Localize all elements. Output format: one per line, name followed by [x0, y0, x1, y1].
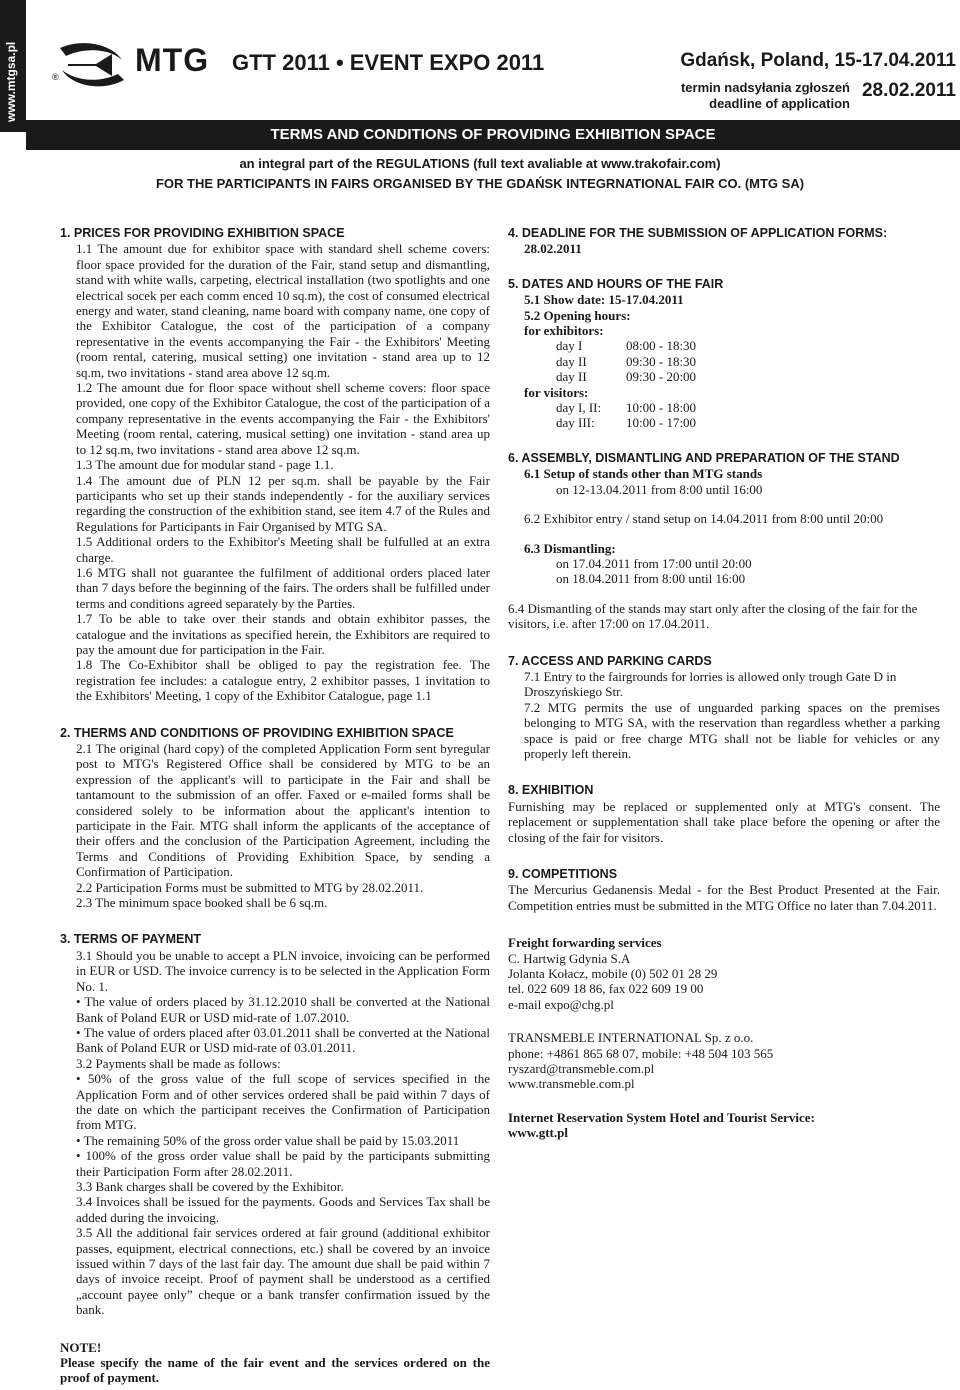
clause-7-2: 7.2 MTG permits the use of unguarded parking spaces on the premises belonging to MTG SA, with the reservation than regardless whether a parking space is paid or free charge MTG shall not be liable for vehicles or any properly left therein. — [524, 699, 940, 761]
section-5-title: 5. DATES AND HOURS OF THE FAIR — [508, 276, 724, 291]
exh-time: 09:30 - 18:30 — [626, 353, 697, 369]
clause-3-1-bullet-b: • The value of orders placed after 03.01.2011 shall be converted at the National Bank of Poland EUR or USD mid-rate of 03.01.2011. — [76, 1024, 490, 1056]
clause-1-1: 1.1 The amount due for exhibitor space with standard shell scheme covers: floor space provided for the duration of the Fair, stand setup and dismantling, stand with white walls, carpeting, electrical installation (two spotlights and one electrical socek per each comm enced 10 sq.m), the cost of consumed electrical energy and water, stand cleaning, name board with company name, one copy of the Exhibitor Catalogue, the cost of the participation of a company representative in the events accompanying the Fair - the Exhibitors' Meeting (room rental, catering, musical setting) one invitation - stand area up to 12 sq.m, two invitations - stand area above 12 sq.m. — [76, 241, 491, 380]
show-date: 5.1 Show date: 15-17.04.2011 — [524, 292, 684, 308]
clause-1-3: 1.3 The amount due for modular stand - page 1.1. — [76, 457, 334, 473]
clause-3-4: 3.4 Invoices shall be issued for the payments. Goods and Services Tax shall be added during the invoicing. — [76, 1194, 490, 1225]
clause-6-3-date-a: on 17.04.2011 from 17:00 until 20:00 — [556, 555, 752, 571]
exh-time: 08:00 - 18:30 — [626, 338, 697, 354]
event-location: Gdańsk, Poland, 15-17.04.2011 — [680, 50, 956, 71]
exhibitors-hours-label: for exhibitors: — [524, 323, 604, 339]
clause-6-2: 6.2 Exhibitor entry / stand setup on 14.04.2011 from 8:00 until 20:00 — [524, 511, 884, 527]
clause-7-1: 7.1 Entry to the fairgrounds for lorries is allowed only trough Gate D in Droszyńskiego Str. — [524, 668, 897, 700]
freight-title: Freight forwarding services — [508, 935, 662, 951]
hotel-title: Internet Reservation System Hotel and Tourist Service: — [508, 1109, 815, 1125]
vis-time: 10:00 - 17:00 — [626, 415, 697, 431]
clause-2-3: 2.3 The minimum space booked shall be 6 sq.m. — [76, 895, 328, 911]
section-9-title: 9. COMPETITIONS — [508, 867, 618, 881]
clause-6-3-date-b: on 18.04.2011 from 8:00 until 16:00 — [556, 571, 746, 587]
clause-1-5: 1.5 Additional orders to the Exhibitor's Meeting shall be fulfulled at an extra charge. — [76, 534, 490, 565]
freight-phone: tel. 022 609 18 86, fax 022 609 19 00 — [508, 981, 704, 997]
clause-3-2: 3.2 Payments shall be made as follows: — [76, 1055, 281, 1071]
clause-1-7: 1.7 To be able to take over their stands and obtain exhibitor passes, the catalogue and the invitations as specified herein, the Exhibitors are required to pay the amount due for participation in the Fair. — [76, 611, 490, 657]
deadline-submission-date: 28.02.2011 — [524, 241, 582, 257]
section-6-title: 6. ASSEMBLY, DISMANTLING AND PREPARATION OF THE STAND — [508, 450, 900, 465]
section-7-title: 7. ACCESS AND PARKING CARDS — [508, 653, 712, 668]
vis-day: day I, II: — [556, 400, 602, 416]
page-title: GTT 2011 • EVENT EXPO 2011 — [232, 50, 545, 75]
clause-3-1-bullet-a: • The value of orders placed by 31.12.2010 shall be converted at the National Bank of Poland EUR or USD mid-rate of 1.07.2010. — [76, 994, 490, 1025]
clause-3-2-bullet-b: • The remaining 50% of the gross order value shall be paid by 15.03.2011 — [76, 1132, 460, 1148]
clause-6-1: 6.1 Setup of stands other than MTG stands — [524, 466, 763, 482]
clause-1-6: 1.6 MTG shall not guarantee the fulfilment of additional orders placed later than 7 days before the beginning of the fairs. The orders shall be fulfilled under terms and conditions agreed separately by the Parties. — [76, 564, 490, 611]
left-column — [60, 226, 490, 1318]
clause-1-8: 1.8 The Co-Exhibitor shall be obliged to pay the registration fee. The registration fee includes: a catalogue entry, 2 exhibitor passes, 1 invitation to the Exhibitors' Meeting, 1 copy of the Exhibitor Catalogue, page 1.1 — [76, 657, 490, 704]
vis-time: 10:00 - 18:00 — [626, 400, 697, 416]
opening-hours-label: 5.2 Opening hours: — [524, 307, 631, 323]
note-text: Please specify the name of the fair event and the services ordered on the proof of payment. — [60, 1355, 490, 1385]
vis-day: day III: — [556, 415, 595, 431]
section-8-title: 8. EXHIBITION — [508, 783, 594, 798]
transmeble-email[interactable]: ryszard@transmeble.com.pl — [508, 1061, 655, 1077]
note-label: NOTE! — [60, 1340, 102, 1355]
transmeble-company: TRANSMEBLE INTERNATIONAL Sp. z o.o. — [508, 1030, 754, 1046]
exh-day: day II — [556, 353, 587, 369]
note-box — [60, 1340, 490, 1385]
exhibitors-hours-table — [508, 338, 940, 384]
subtitle-participants: FOR THE PARTICIPANTS IN FAIRS ORGANISED BY THE GDAŃSK INTEGRNATIONAL FAIR CO. (MTG SA) — [155, 176, 805, 191]
deadline-label-en: deadline of application — [709, 96, 850, 111]
sidebar-url[interactable]: www.mtgsa.pl — [4, 41, 18, 122]
freight-email[interactable]: e-mail expo@chg.pl — [508, 996, 614, 1012]
right-column — [508, 226, 940, 1141]
deadline-date: 28.02.2011 — [861, 80, 956, 101]
transmeble-phone: phone: +4861 865 68 07, mobile: +48 504 103 565 — [508, 1045, 774, 1061]
section-3-title: 3. TERMS OF PAYMENT — [60, 932, 201, 947]
freight-contact: Jolanta Kołacz, mobile (0) 502 01 28 29 — [508, 966, 718, 982]
clause-3-3: 3.3 Bank charges shall be covered by the Exhibitor. — [76, 1178, 344, 1194]
visitors-hours-table — [508, 400, 940, 431]
transmeble-url[interactable]: www.transmeble.com.pl — [508, 1076, 635, 1092]
clause-2-1: 2.1 The original (hard copy) of the completed Application Form sent byregular post to MTG's Registered Office shall be considered by MTG to be an expression of the applicant's will to participate in the Fair and shall be tantamount to the submission of an offer. Faxed or e-mailed forms shall be considered solely to be information about the applicant's intention to participate in the Fair. MTG shall inform the applicants of the acceptance of their offers and the conclusion of the Participation Agreement, including the Terms and Conditions of Providing Exhibition Space, by sending a Confirmation of Participation. — [76, 741, 490, 880]
clause-2-2: 2.2 Participation Forms must be submitted to MTG by 28.02.2011. — [76, 879, 424, 895]
freight-company: C. Hartwig Gdynia S.A — [508, 950, 631, 966]
clause-6-3: 6.3 Dismantling: — [524, 540, 616, 556]
subtitle-regulations: an integral part of the REGULATIONS (full text avaliable at www.trakofair.com) — [239, 156, 721, 171]
section-9-text: The Mercurius Gedanensis Medal - for the Best Product Presented at the Fair. Competition entries must be submitted in the MTG Office no later than 7.04.2011. — [508, 882, 940, 913]
clause-3-2-bullet-c: • 100% of the gross order value shall be paid by the participants submitting their Participation Form after 28.02.2011. — [76, 1148, 490, 1179]
deadline-label-pl: termin nadsyłania zgłoszeń — [680, 80, 850, 95]
clause-1-2: 1.2 The amount due for floor space without shell scheme covers: floor space provided, one copy of the Exhibitor Catalogue, the cost of the participation of a company representative in the events accompanying the Fair - the Exhibitors' Meeting (room rental, catering, musical setting) one invitation - stand area up to 12 sq.m, two invitations - stand area above 12 sq.m. — [76, 380, 490, 457]
hotel-url[interactable]: www.gtt.pl — [508, 1125, 568, 1141]
section-2-title: 2. THERMS AND CONDITIONS OF PROVIDING EXHIBITION SPACE — [60, 725, 454, 740]
clause-6-1-dates: on 12-13.04.2011 from 8:00 until 16:00 — [556, 481, 763, 497]
section-8-text: Furnishing may be replaced or supplemented only at MTG's consent. The replacement or supplementation shall take place before the opening or after the closing of the fair for visitors. — [508, 798, 940, 845]
clause-1-4: 1.4 The amount due of PLN 12 per sq.m. shall be payable by the Fair participants who set up their stands independently - for the auxiliary services regarding the construction of the exhibition stand, see item 4.7 of the Rules and Regulations for Participants in Fair Organised by MTG SA. — [76, 472, 490, 534]
exh-time: 09:30 - 20:00 — [626, 369, 697, 385]
registered-mark: ® — [52, 72, 59, 82]
terms-banner: TERMS AND CONDITIONS OF PROVIDING EXHIBITION SPACE — [26, 120, 960, 150]
visitors-hours-label: for visitors: — [524, 384, 589, 400]
section-1-title: 1. PRICES FOR PROVIDING EXHIBITION SPACE — [60, 226, 345, 240]
logo-text: MTG — [135, 42, 210, 78]
section-4-title: 4. DEADLINE FOR THE SUBMISSION OF APPLICATION FORMS: — [508, 226, 888, 240]
clause-3-2-bullet-a: • 50% of the gross value of the full scope of services specified in the Application Form and of other services ordered shall be paid within 7 days of the date on which the participant receives the Confirmation of Participation from MTG. — [76, 1071, 490, 1133]
sidebar-url-strip — [0, 0, 26, 132]
exh-day: day I — [556, 338, 583, 354]
clause-3-5: 3.5 All the additional fair services ordered at fair ground (additional exhibitor passes, equipment, electrical connections, etc.) shall be covered by an invoice issued within 7 days of the last fair day. The amount due shall be paid within 7 days of invoice receipt. Proof of payment shall be understood as a certified „account payee only” cheque or a bank transfer confirmation issued by the bank. — [76, 1225, 490, 1318]
clause-6-4: 6.4 Dismantling of the stands may start only after the closing of the fair for the visitors, i.e. after 17:00 on 17.04.2011. — [508, 600, 918, 632]
exh-day: day II — [556, 369, 587, 385]
clause-3-1: 3.1 Should you be unable to accept a PLN invoice, invoicing can be performed in EUR or USD. The invoice currency is to be selected in the Application Form No. 1. — [76, 947, 490, 994]
